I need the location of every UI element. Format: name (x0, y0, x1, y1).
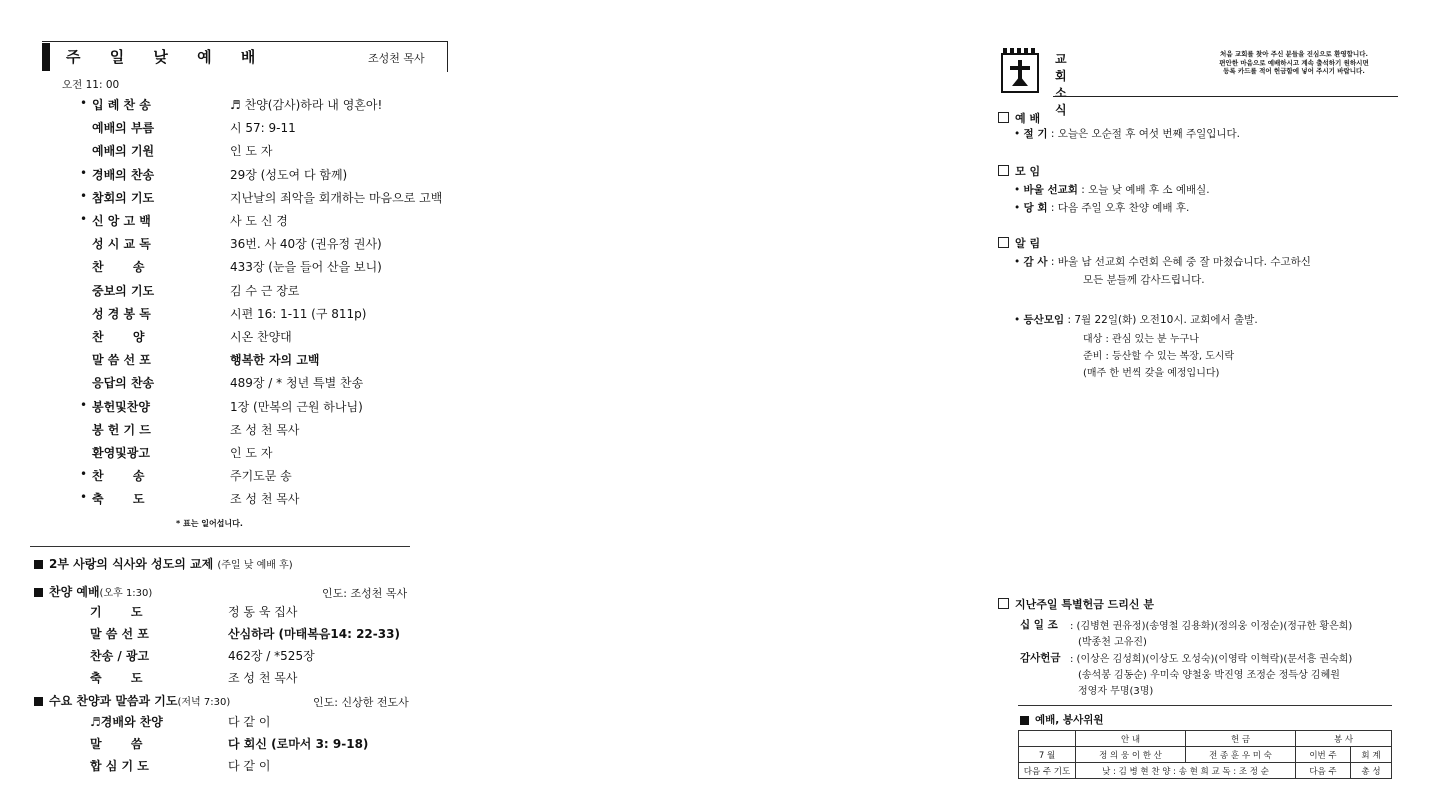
order-label: 참회의 기도 (92, 190, 155, 205)
thanks-offering-names: (송석봉 김동순) 우미숙 양철웅 박진영 조정순 정득상 김혜원 (1078, 670, 1340, 681)
bullet-icon: • (80, 212, 88, 226)
order-label: 예배의 기원 (92, 144, 155, 159)
order-value: ♬ 찬양(감사)하라 내 영혼아! (230, 98, 383, 112)
order-value: 시 57: 9-11 (230, 121, 296, 136)
order-label: 말 씀 선 포 (90, 627, 149, 641)
order-label: 찬 송 (92, 469, 145, 484)
news-notice-category: 알 림 (998, 235, 1040, 251)
table-cell: 다음 주 (1296, 763, 1351, 779)
thanks-item: • 감 사 : 바울 남 선교회 수련회 은혜 중 잘 마쳤습니다. 수고하신 (1014, 256, 1311, 268)
bullet-icon: • (80, 165, 88, 180)
worship-header-bar (42, 43, 50, 71)
hiking-detail: (매주 한 번씩 갖을 예정입니다) (1083, 368, 1220, 379)
order-label: 축 도 (92, 492, 145, 507)
order-label: 말 씀 (90, 737, 143, 751)
tithe-label: 십 일 조 (1020, 619, 1058, 631)
order-value: 김 수 근 장로 (230, 283, 300, 298)
bullet-icon: • (80, 188, 88, 203)
order-label: 찬 송 (92, 260, 145, 275)
order-value: 462장 / *525장 (228, 649, 315, 663)
order-value: 시편 16: 1-11 (구 811p) (230, 306, 367, 321)
square-bullet-icon (34, 697, 43, 706)
order-value: 시온 찬양대 (230, 330, 292, 344)
table-header-cell: 헌 금 (1186, 731, 1296, 747)
table-cell: 낮 : 김 병 현 찬 양 : 송 현 희 교 독 : 조 정 순 (1076, 763, 1296, 779)
news-worship-category: 예 배 (998, 110, 1040, 126)
order-label: 말 씀 선 포 (92, 353, 151, 368)
part2-heading: 2부 사랑의 식사와 성도의 교제 (주일 낮 예배 후) (34, 555, 293, 572)
order-value: 29장 (성도여 다 함께) (230, 167, 348, 182)
table-cell: 이번 주 (1296, 747, 1351, 763)
order-value: 36번. 사 40장 (권유정 권사) (230, 237, 382, 252)
worship-pastor: 조성천 목사 (368, 52, 425, 65)
bullet-icon: • (80, 490, 88, 505)
order-label: 성 경 봉 독 (92, 306, 151, 321)
welcome-notice: 처음 교회를 찾아 주신 분들을 진심으로 환영합니다. 편안한 마음으로 예배하시고 계속 출석하기 원하시면 등록 카드를 적어 헌금함에 넣어 주시기 바랍니다. (1219, 50, 1369, 75)
order-value: 다 같 이 (228, 715, 271, 729)
square-bullet-icon (34, 560, 43, 569)
table-header-cell: 안 내 (1076, 731, 1186, 747)
order-label: 축 도 (90, 671, 143, 685)
wednesday-heading: 수요 찬양과 말씀과 기도(저녁 7:30) (34, 692, 230, 709)
news-title: 교 회 소 식 (1055, 52, 1073, 117)
order-label: 예배의 부름 (92, 121, 155, 136)
order-label: 경배의 찬송 (92, 167, 155, 182)
bullet-icon: • (80, 96, 88, 110)
worship-time: 오전 11: 00 (62, 79, 120, 91)
order-label: 찬 양 (92, 330, 145, 344)
order-value: 489장 / * 청년 특별 찬송 (230, 376, 364, 391)
hiking-detail: 준비 : 등산할 수 있는 복장, 도시락 (1083, 351, 1235, 362)
order-label: 봉헌및찬양 (92, 399, 150, 414)
order-label: 봉 헌 기 드 (92, 422, 151, 437)
bible-study-column (975, 0, 1436, 803)
order-label: 중보의 기도 (92, 283, 155, 298)
tithe-names: : (김병현 권유정)(송영철 김용화)(정의웅 이정순)(정규한 황은희) (1070, 621, 1353, 632)
meeting-item: • 바울 선교회 : 오늘 낮 예배 후 소 예배실. (1014, 184, 1210, 196)
order-label: 환영및광고 (92, 446, 150, 460)
table-cell: 다음 주 기도 (1019, 763, 1076, 779)
order-label: 입 례 찬 송 (92, 98, 151, 112)
worship-order-column (0, 0, 470, 803)
order-value: 인 도 자 (230, 144, 273, 159)
thanks-offering-label: 감사헌금 (1020, 652, 1061, 664)
meeting-item: • 당 회 : 다음 주일 오후 찬양 예배 후. (1014, 202, 1190, 214)
thanks-offering-names: 정영자 무명(3명) (1078, 686, 1154, 697)
hiking-detail: 대상 : 관심 있는 분 누구나 (1083, 334, 1199, 345)
wednesday-leader: 인도: 신상한 전도사 (313, 696, 409, 709)
bullet-icon: • (80, 467, 88, 482)
order-label: 기 도 (90, 605, 143, 619)
table-cell: 총 성 (1350, 763, 1391, 779)
tithe-names: (박종천 고유진) (1078, 637, 1147, 648)
order-label: 찬송 / 광고 (90, 649, 150, 663)
table-cell: 정 의 웅 이 한 산 (1076, 747, 1186, 763)
season-item: • 절 기 : 오늘은 오순절 후 여섯 번째 주일입니다. (1014, 128, 1241, 140)
order-value: 주기도문 송 (230, 469, 292, 484)
order-value: 사 도 신 경 (230, 214, 288, 228)
square-bullet-icon (34, 588, 43, 597)
order-value: 1장 (만복의 근원 하나님) (230, 399, 363, 414)
order-value: 조 성 천 목사 (230, 492, 300, 507)
order-value: 조 성 천 목사 (228, 671, 298, 685)
table-cell: 7 월 (1019, 747, 1076, 763)
hiking-item: • 등산모임 : 7월 22일(화) 오전10시. 교회에서 출발. (1014, 314, 1258, 326)
standing-note: * 표는 일어섭니다. (176, 519, 243, 528)
table-cell: 회 계 (1350, 747, 1391, 763)
offering-heading: 지난주일 특별헌금 드리신 분 (998, 596, 1154, 612)
news-meeting-category: 모 임 (998, 163, 1040, 179)
table-cell: 전 종 훈 우 미 숙 (1186, 747, 1296, 763)
order-value: 산심하라 (마태복음14: 22-33) (228, 627, 400, 641)
order-value: 433장 (눈을 들어 산을 보니) (230, 260, 382, 275)
order-value: 다 같 이 (228, 759, 271, 773)
bullet-icon: • (80, 397, 88, 412)
praise-heading: 찬양 예배(오후 1:30) (34, 583, 152, 600)
order-value: 다 회신 (로마서 3: 9-18) (228, 737, 369, 751)
thanks-item-line2: 모든 분들께 감사드립니다. (1083, 274, 1205, 286)
order-label: 신 앙 고 백 (92, 214, 151, 228)
order-value: 정 동 욱 집사 (228, 605, 298, 619)
order-label: 성 시 교 독 (92, 237, 151, 252)
order-value: 지난날의 죄악을 회개하는 마음으로 고백 (230, 190, 443, 205)
worship-title: 주 일 낮 예 배 (66, 48, 268, 66)
praise-leader: 인도: 조성천 목사 (322, 587, 408, 600)
order-value: 인 도 자 (230, 446, 273, 460)
church-news-column (490, 0, 1381, 803)
order-value: 조 성 천 목사 (230, 422, 300, 437)
order-label: ♬경배와 찬양 (90, 715, 163, 729)
divider (30, 546, 410, 547)
order-value: 행복한 자의 고백 (230, 353, 320, 368)
order-label: 응답의 찬송 (92, 376, 155, 391)
thanks-offering-names: : (이상은 김성희)(이상도 오성숙)(이영락 이혁락)(문서흥 권숙희) (1070, 654, 1353, 665)
order-label: 합 심 기 도 (90, 759, 149, 773)
table-header-cell: 봉 사 (1296, 731, 1392, 747)
volunteers-heading: 예배, 봉사위원 (1020, 712, 1104, 727)
